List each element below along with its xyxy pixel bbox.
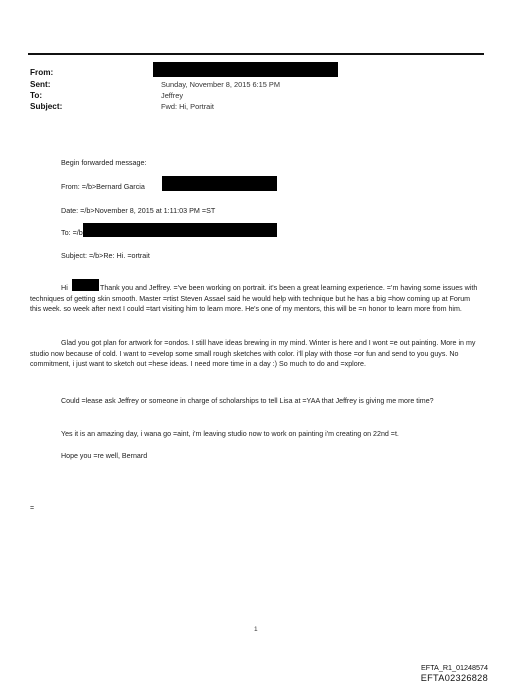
paragraph-3: Could =lease ask Jeffrey or someone in charge of scholarships to tell Lisa at =YAA that Jeffrey is giving me more time? — [61, 397, 434, 405]
paragraph-4: Yes it is an amazing day, i wana go =aint, i'm leaving studio now to work on painting i'm creating on 22nd =t. — [61, 430, 399, 438]
to-label: To: — [30, 91, 43, 100]
forward-from: From: =/b>Bernard Garcia — [61, 182, 145, 191]
subject-label: Subject: — [30, 102, 63, 111]
stray-character: = — [30, 505, 35, 512]
subject-value: Fwd: Hi, Portrait — [161, 102, 214, 111]
forward-date: Date: =/b>November 8, 2015 at 1:11:03 PM =ST — [61, 206, 216, 215]
page-number: 1 — [254, 626, 258, 633]
forward-subject: Subject: =/b>Re: Hi. =ortrait — [61, 251, 150, 260]
paragraph-5: Hope you =re well, Bernard — [61, 452, 148, 460]
sent-label: Sent: — [30, 80, 51, 89]
from-label: From: — [30, 68, 54, 77]
bates-number-2: EFTA02326828 — [420, 673, 488, 683]
redaction-forward-from — [162, 176, 277, 191]
header-rule — [28, 53, 484, 55]
bates-number-1: EFTA_R1_01248574 — [421, 663, 488, 672]
to-value: Jeffrey — [161, 91, 184, 100]
paragraph-1: Thank you and Jeffrey. =’ve been working on portrait. it's been a great learning experience. =’m having some issues with techniques of getting skin smooth. Master =rtist Steven Assael said he would help with technique but he has a big =how coming up at Forum this week. so week after next I could =tart visiting him to learn more. He's one of my mentors, this will be =n honor to learn more from him. — [30, 284, 478, 313]
paragraph-2: Glad you got plan for artwork for =ondos. I still have ideas brewing in my mind. Winter is here and I wont =e out painting. More in my studio now because of cold. I want to =evelop some small rough sketches with color. i'll play with those =or fun and send to you guys. No commitment, i just want to sketch out =hese ideas. I need more time in a day :) So much to do and =xplore. — [30, 339, 476, 368]
redaction-forward-to — [83, 223, 277, 237]
forward-to: To: =/b — [61, 228, 83, 237]
forward-begin: Begin forwarded message: — [61, 158, 147, 167]
greeting-hi: Hi — [61, 283, 68, 292]
redaction-from — [153, 62, 338, 77]
sent-value: Sunday, November 8, 2015 6:15 PM — [161, 80, 281, 89]
